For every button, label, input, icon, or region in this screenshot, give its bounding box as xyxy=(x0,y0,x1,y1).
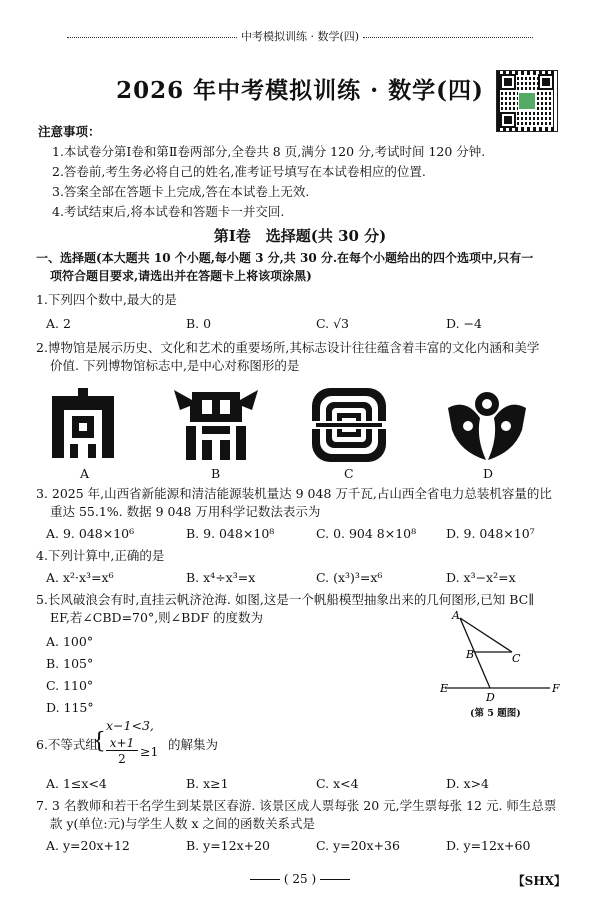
instruction-line-1: 一、选择题(本大题共 10 个小题,每小题 3 分,共 30 分.在每个小题给出的四个选项中,只有一 xyxy=(36,251,534,265)
museum-logo-d-icon xyxy=(446,388,528,462)
q6-stem-pre: 6.不等式组 xyxy=(36,737,98,752)
note-2: 2.答卷前,考生务必将自己的姓名,准考证号填写在本试卷相应的位置. xyxy=(52,164,426,179)
q2-label-c: C xyxy=(344,466,354,481)
q6-fraction-denominator: 2 xyxy=(118,752,126,766)
museum-logo-c-icon xyxy=(310,386,388,464)
q2-label-d: D xyxy=(483,466,494,481)
running-header: 中考模拟训练 · 数学(四) xyxy=(0,28,600,44)
point-d-label: D xyxy=(486,691,495,704)
q5-option-d: D. 115° xyxy=(46,700,94,715)
page-number: ( 25 ) xyxy=(0,872,600,886)
notes-title: 注意事项： xyxy=(38,124,101,139)
point-c-label: C xyxy=(512,652,521,665)
q4-option-a: A. x²·x³=x⁶ xyxy=(46,570,114,585)
instruction-line-2: 项符合题目要求,请选出并在答题卡上将该项涂黑) xyxy=(50,269,312,283)
point-e-label: E xyxy=(440,682,449,695)
page-title: 2026 年中考模拟训练 · 数学(四) xyxy=(116,77,484,104)
q5-stem-line-1: 5.长风破浪会有时,直挂云帆济沧海. 如图,这是一个帆船模型抽象出来的几何图形,已知 BC∥ xyxy=(36,592,535,607)
note-3: 3.答案全部在答题卡上完成,答在本试卷上无效. xyxy=(52,184,310,199)
q7-option-a: A. y=20x+12 xyxy=(46,838,130,853)
q5-stem-line-2: EF,若∠CBD=70°,则∠BDF 的度数为 xyxy=(50,610,264,625)
q6-option-b: B. x≥1 xyxy=(186,776,229,791)
q4-stem: 4.下列计算中,正确的是 xyxy=(36,548,165,563)
q4-option-c: C. (x³)³=x⁶ xyxy=(316,570,383,585)
museum-logo-b-icon xyxy=(172,388,260,462)
q3-stem-line-2: 重达 55.1%. 数据 9 048 万用科学记数法表示为 xyxy=(50,504,321,519)
q5-option-a: A. 100° xyxy=(46,634,94,649)
q1-option-b: B. 0 xyxy=(186,316,212,331)
q1-option-a: A. 2 xyxy=(46,316,71,331)
q3-option-b: B. 9. 048×10⁸ xyxy=(186,526,275,541)
qr-code-icon xyxy=(496,70,558,132)
q6-option-d: D. x>4 xyxy=(446,776,489,791)
q2-stem-line-2: 价值. 下列博物馆标志中,是中心对称图形的是 xyxy=(50,358,300,373)
museum-logo-a-icon xyxy=(48,388,118,460)
section-title: 第Ⅰ卷 选择题(共 30 分) xyxy=(213,227,387,245)
q1-option-c: C. √3 xyxy=(316,316,349,331)
q3-option-c: C. 0. 904 8×10⁸ xyxy=(316,526,417,541)
paper-code: 【SHX】 xyxy=(512,874,566,888)
q2-stem-line-1: 2.博物馆是展示历史、文化和艺术的重要场所,其标志设计往往蕴含着丰富的文化内涵和美学 xyxy=(36,340,540,355)
q5-option-c: C. 110° xyxy=(46,678,94,693)
note-4: 4.考试结束后,将本试卷和答题卡一并交回. xyxy=(52,204,285,219)
point-b-label: B xyxy=(466,648,475,661)
q3-stem-line-1: 3. 2025 年,山西省新能源和清洁能源装机量达 9 048 万千瓦,占山西全省电力总装机容量的比 xyxy=(36,486,552,501)
q5-geometry-figure xyxy=(440,610,570,710)
q6-inequality-2-rhs: ≥1 xyxy=(140,744,159,759)
q6-option-a: A. 1≤x<4 xyxy=(46,776,107,791)
q2-label-b: B xyxy=(211,466,221,481)
q1-stem: 1.下列四个数中,最大的是 xyxy=(36,292,177,307)
q5-figure-caption: (第 5 题图) xyxy=(470,708,521,719)
point-a-label: A xyxy=(452,610,460,622)
q6-fraction-numerator: x+1 xyxy=(106,736,138,751)
q7-stem-line-1: 7. 3 名教师和若干名学生到某景区春游. 该景区成人票每张 20 元,学生票每张 12 元. 师生总票 xyxy=(36,798,557,813)
q1-option-d: D. −4 xyxy=(446,316,482,331)
point-f-label: F xyxy=(552,682,560,695)
q4-option-d: D. x³−x²=x xyxy=(446,570,516,585)
q5-option-b: B. 105° xyxy=(46,656,94,671)
q6-inequality-1: x−1<3, xyxy=(106,718,154,733)
q2-label-a: A xyxy=(80,466,90,481)
q7-stem-line-2: 款 y(单位:元)与学生人数 x 之间的函数关系式是 xyxy=(50,816,315,831)
q7-option-b: B. y=12x+20 xyxy=(186,838,271,853)
q4-option-b: B. x⁴÷x³=x xyxy=(186,570,256,585)
q3-option-a: A. 9. 048×10⁶ xyxy=(46,526,135,541)
q3-option-d: D. 9. 048×10⁷ xyxy=(446,526,535,541)
q6-brace: { xyxy=(92,729,106,754)
note-1: 1.本试卷分第Ⅰ卷和第Ⅱ卷两部分,全卷共 8 页,满分 120 分,考试时间 120 分钟. xyxy=(52,144,486,159)
q7-option-c: C. y=20x+36 xyxy=(316,838,400,853)
q7-option-d: D. y=12x+60 xyxy=(446,838,531,853)
q6-option-c: C. x<4 xyxy=(316,776,359,791)
q6-stem-post: 的解集为 xyxy=(168,737,219,752)
